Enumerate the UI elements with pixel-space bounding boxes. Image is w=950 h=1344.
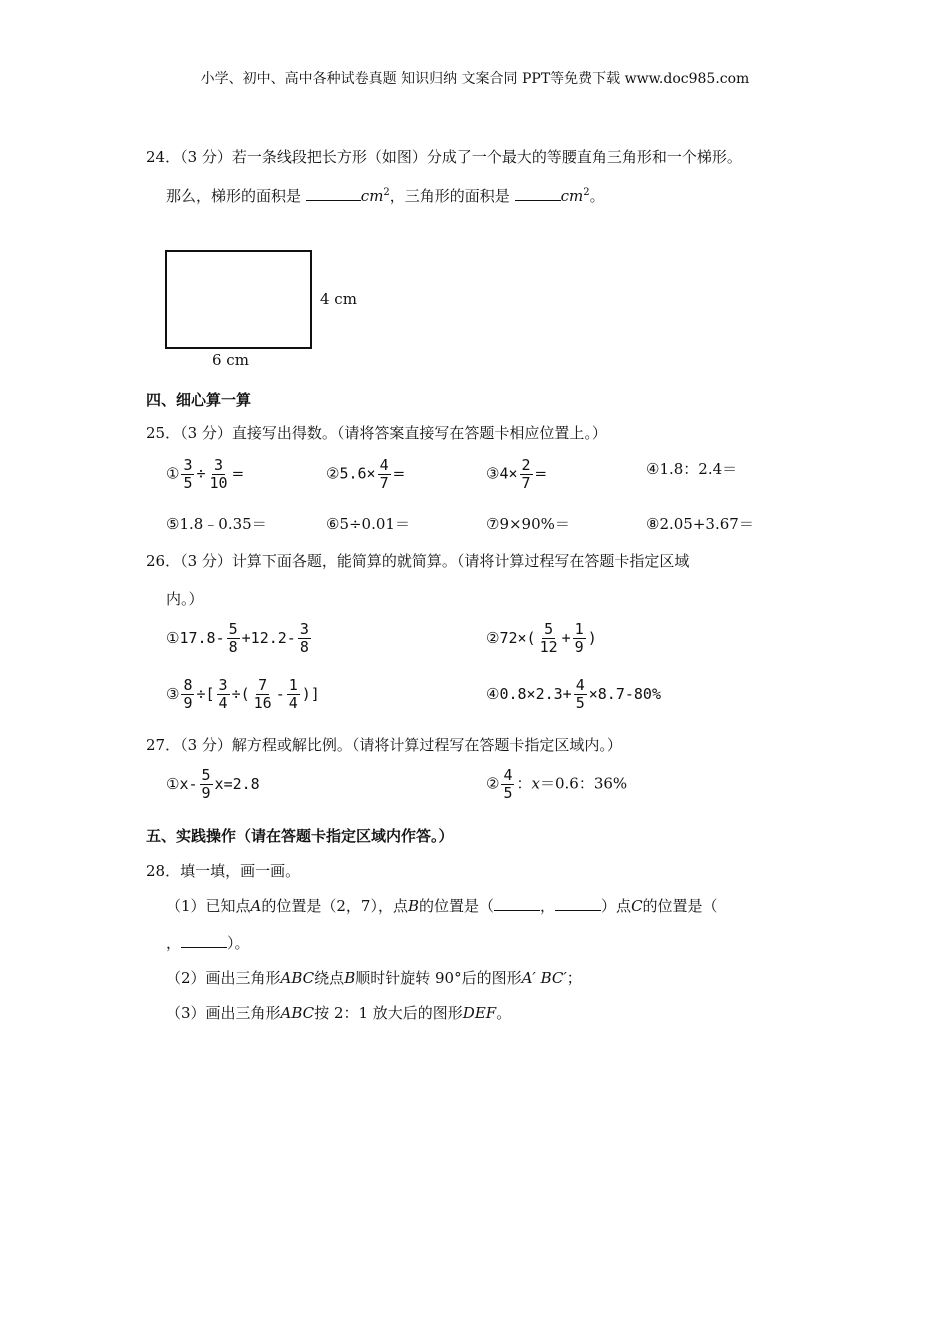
q28-part2 — [166, 967, 582, 988]
denominator: 8 — [228, 638, 238, 656]
q28-title: 28．填一填，画一画。 — [146, 862, 301, 880]
fraction — [538, 622, 560, 655]
numerator: 4 — [503, 766, 513, 784]
q28-part3 — [166, 1002, 511, 1023]
fraction — [181, 678, 194, 711]
point-label: C — [631, 897, 643, 915]
q24-text-b: ，三角形的面积是 — [389, 187, 510, 205]
denominator: 5 — [183, 474, 193, 492]
fraction — [574, 678, 587, 711]
text: ， — [166, 934, 182, 952]
text: （1）已知点 — [166, 897, 251, 915]
expr-part: - — [275, 685, 285, 703]
point-c-y-blank[interactable] — [181, 933, 227, 948]
variable: x — [531, 774, 540, 793]
q27-title: 27．（3 分）解方程或解比例。（请将计算过程写在答题卡指定区域内。） — [146, 736, 622, 754]
numerator: 2 — [521, 456, 531, 474]
fraction — [520, 458, 533, 491]
text: 。 — [496, 1004, 512, 1022]
q26-expr-1 — [166, 622, 313, 655]
item-number: ② — [326, 464, 340, 483]
q25-title: 25．（3 分）直接写出得数。（请将答案直接写在答题卡相应位置上。） — [146, 424, 607, 442]
fraction — [181, 458, 194, 491]
point-label: B — [407, 897, 420, 915]
q27-eq-2 — [486, 768, 627, 801]
q28-part1-cont — [166, 932, 250, 953]
triangle-label: ABC — [280, 1004, 315, 1022]
fraction — [208, 458, 230, 491]
item-number: ④ — [486, 685, 500, 703]
equals: = — [392, 464, 406, 483]
numerator: 3 — [218, 676, 228, 694]
q25-item-4: ④1.8：2.4＝ — [646, 460, 738, 478]
item-number: ② — [486, 629, 500, 647]
width-label: 6 cm — [212, 351, 249, 369]
fraction — [252, 678, 274, 711]
q25-item-6: ⑥5÷0.01＝ — [326, 515, 410, 533]
q27-eq-1 — [166, 768, 260, 801]
expr-part: ÷( — [231, 685, 250, 703]
text: 的位置是（ — [419, 897, 495, 915]
text: 的位置是（2，7），点 — [261, 897, 408, 915]
text: ）。 — [227, 934, 250, 952]
item-number: ① — [166, 775, 180, 793]
expr-part: 17.8- — [179, 629, 225, 647]
denominator: 10 — [209, 474, 228, 492]
q25-item-5: ⑤1.8﹣0.35＝ — [166, 515, 267, 533]
expr-part: ＝0.6：36% — [539, 774, 628, 793]
fraction — [378, 458, 391, 491]
expr-part: 72×( — [499, 629, 536, 647]
denominator: 8 — [299, 638, 309, 656]
q24-line1: 24．（3 分）若一条线段把长方形（如图）分成了一个最大的等腰直角三角形和一个梯形。 — [146, 148, 742, 166]
text: （2）画出三角形 — [166, 969, 281, 987]
numerator: 4 — [575, 676, 585, 694]
fraction — [227, 622, 240, 655]
text: 顺时针旋转 90°后的图形 — [355, 969, 522, 987]
expr-part: ) — [587, 629, 597, 647]
numerator: 7 — [258, 676, 268, 694]
triangle-label: A′ BC′ — [521, 969, 567, 987]
text: ）点 — [601, 897, 632, 915]
denominator: 16 — [253, 694, 272, 712]
triangle-label: ABC — [280, 969, 315, 987]
equals: = — [231, 464, 245, 483]
fraction — [573, 622, 586, 655]
numerator: 3 — [214, 456, 224, 474]
numerator: 4 — [379, 456, 389, 474]
expr-part: x=2.8 — [214, 775, 260, 793]
fraction — [217, 678, 230, 711]
denominator: 7 — [521, 474, 531, 492]
numerator: 3 — [183, 456, 193, 474]
expr-part: )] — [301, 685, 320, 703]
expression: 4× — [499, 464, 518, 483]
fraction — [298, 622, 311, 655]
q25-item-7: ⑦9×90%＝ — [486, 515, 570, 533]
q25-item-2 — [326, 458, 405, 491]
trapezoid-area-blank[interactable] — [306, 186, 361, 201]
q26-line1: 26．（3 分）计算下面各题，能简算的就简算。（请将计算过程写在答题卡指定区域 — [146, 552, 690, 570]
section5-title: 五、实践操作（请在答题卡指定区域内作答。） — [146, 827, 454, 845]
expr-part: ÷[ — [196, 685, 215, 703]
q25-item-3 — [486, 458, 547, 491]
equals: = — [534, 464, 548, 483]
point-label: B — [344, 969, 356, 987]
text: 绕点 — [314, 969, 345, 987]
triangle-label: DEF — [462, 1004, 497, 1022]
height-label: 4 cm — [320, 290, 357, 308]
fraction — [200, 768, 213, 801]
numerator: 5 — [201, 766, 211, 784]
denominator: 9 — [201, 784, 211, 802]
unit: cm — [360, 187, 384, 205]
text: ， — [540, 897, 556, 915]
expression: 5.6× — [339, 464, 376, 483]
q25-item-8: ⑧2.05+3.67＝ — [646, 515, 754, 533]
expr-part: ： — [516, 774, 532, 793]
text: （3）画出三角形 — [166, 1004, 281, 1022]
rectangle-figure — [165, 250, 312, 349]
denominator: 12 — [539, 638, 558, 656]
denominator: 7 — [379, 474, 389, 492]
expr-part: 0.8×2.3+ — [499, 685, 572, 703]
numerator: 8 — [183, 676, 193, 694]
expr-part: + — [561, 629, 571, 647]
point-label: A — [250, 897, 262, 915]
item-number: ① — [166, 464, 180, 483]
item-number: ① — [166, 629, 180, 647]
denominator: 5 — [575, 694, 585, 712]
q24-end: 。 — [589, 187, 605, 205]
numerator: 5 — [228, 620, 238, 638]
q26-expr-4 — [486, 678, 661, 711]
q25-item-1 — [166, 458, 244, 491]
unit: cm — [560, 187, 584, 205]
item-number: ③ — [486, 464, 500, 483]
expr-part: x- — [179, 775, 198, 793]
operator: ÷ — [196, 464, 206, 483]
point-b-x-blank[interactable] — [494, 896, 540, 911]
triangle-area-blank[interactable] — [515, 186, 561, 201]
text: 按 2：1 放大后的图形 — [314, 1004, 463, 1022]
point-b-y-blank[interactable] — [555, 896, 601, 911]
numerator: 3 — [299, 620, 309, 638]
numerator: 1 — [288, 676, 298, 694]
section4-title: 四、细心算一算 — [146, 391, 252, 409]
page-header: 小学、初中、高中各种试卷真题 知识归纳 文案合同 PPT等免费下载 www.doc985.com — [200, 71, 750, 87]
expr-part: +12.2- — [241, 629, 296, 647]
denominator: 4 — [288, 694, 298, 712]
fraction — [287, 678, 300, 711]
expr-part: ×8.7-80% — [588, 685, 661, 703]
sup: 2 — [383, 187, 390, 198]
item-number: ② — [486, 774, 500, 793]
denominator: 9 — [574, 638, 584, 656]
text: 的位置是（ — [642, 897, 718, 915]
q24-text-a: 那么，梯形的面积是 — [166, 187, 302, 205]
q26-expr-2 — [486, 622, 597, 655]
q26-line2: 内。） — [166, 590, 204, 608]
q26-expr-3 — [166, 678, 320, 711]
denominator: 5 — [503, 784, 513, 802]
denominator: 4 — [218, 694, 228, 712]
fraction — [501, 768, 514, 801]
numerator: 5 — [544, 620, 554, 638]
item-number: ③ — [166, 685, 180, 703]
q24-line2 — [166, 185, 605, 206]
text: ； — [566, 969, 582, 987]
q28-part1 — [166, 895, 718, 916]
denominator: 9 — [183, 694, 193, 712]
numerator: 1 — [574, 620, 584, 638]
sup: 2 — [583, 187, 590, 198]
